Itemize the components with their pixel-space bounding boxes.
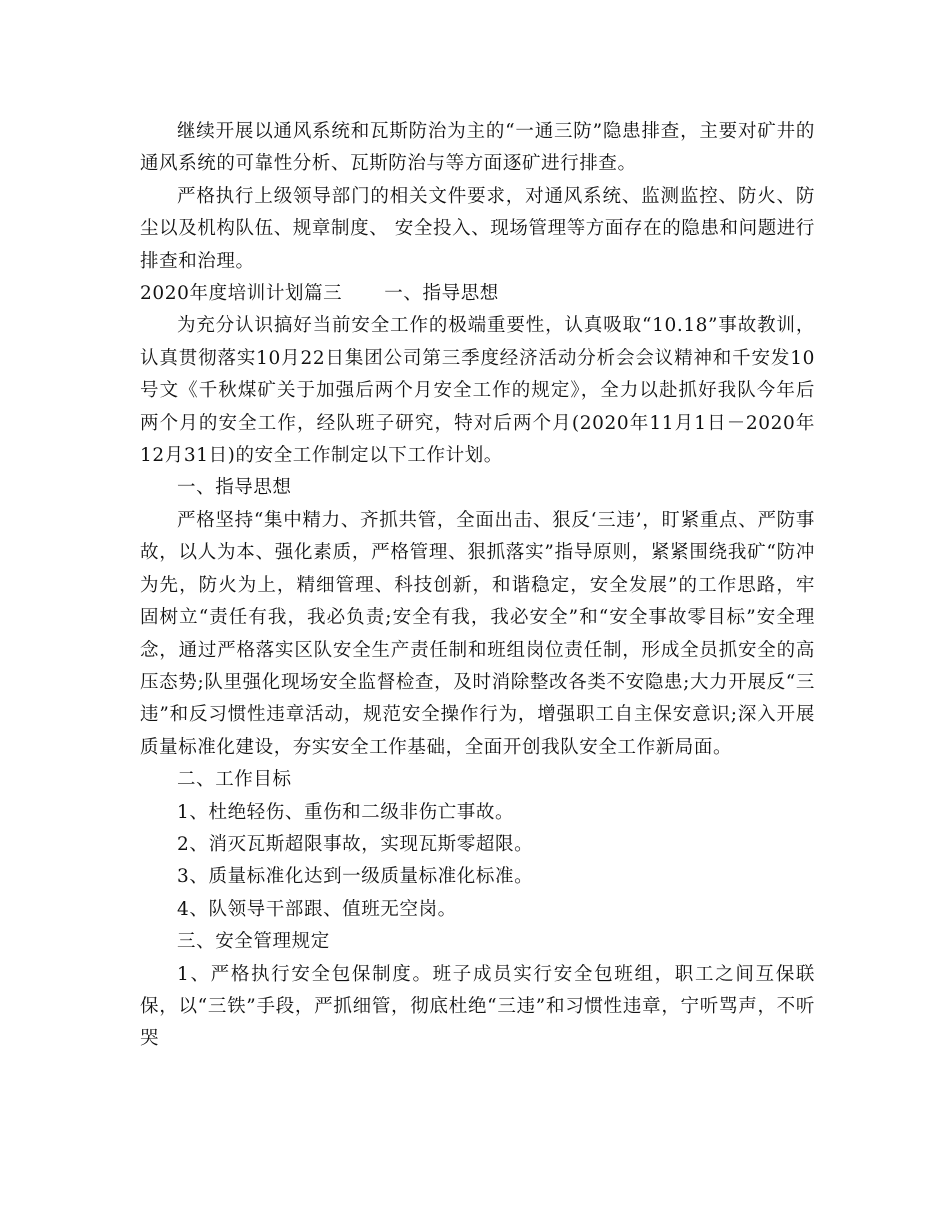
heading-work-goals: 二、工作目标 (177, 769, 292, 791)
plan-title: 2020年度培训计划篇三 (140, 283, 343, 305)
section-heading-line (140, 278, 815, 310)
paragraph-guiding-principle: 严格坚持“集中精力、齐抓共管，全面出击、狠反‘三违’，盯紧重点、严防事故，以人为本、强化素质，严格管理、狠抓落实”指导原则，紧紧围绕我矿“防冲为先，防火为上，精细管理、科技创新，和谐稳定，安全发展”的工作思路，牢固树立“责任有我，我必负责;安全有我，我必安全”和“安全事故零目标”安全理念，通过严格落实区队安全生产责任制和班组岗位责任制，形成全员抓安全的高压态势;队里强化现场安全监督检查，及时消除整改各类不安隐患;大力开展反“三违”和反习惯性违章活动，规范安全操作行为，增强职工自主保安意识;深入开展质量标准化建设，夯实安全工作基础，全面开创我队安全工作新局面。 (140, 509, 815, 758)
heading-safety-rules: 三、安全管理规定 (177, 931, 330, 953)
guiding-thought-heading-inline: 一、指导思想 (384, 283, 499, 305)
paragraph-implementation: 严格执行上级领导部门的相关文件要求，对通风系统、监测监控、防火、防尘以及机构队伍、规章制度、 安全投入、现场管理等方面存在的隐患和问题进行排查和治理。 (140, 185, 815, 272)
goal-item-1: 1、杜绝轻伤、重伤和二级非伤亡事故。 (177, 801, 515, 823)
rule-item-1: 1、严格执行安全包保制度。班子成员实行安全包班组，职工之间互保联保，以“三铁”手段，严抓细管，彻底杜绝“三违”和习惯性违章，宁听骂声，不听哭 (140, 963, 815, 1050)
goal-item-3: 3、质量标准化达到一级质量标准化标准。 (177, 866, 534, 888)
goal-item-2: 2、消灭瓦斯超限事故，实现瓦斯零超限。 (177, 833, 534, 855)
goal-item-4: 4、队领导干部跟、值班无空岗。 (177, 898, 457, 920)
paragraph-ventilation-check: 继续开展以通风系统和瓦斯防治为主的“一通三防”隐患排查，主要对矿井的通风系统的可靠性分析、瓦斯防治与等方面逐矿进行排查。 (140, 121, 815, 175)
heading-guiding-thought: 一、指导思想 (177, 477, 292, 499)
document-body (140, 116, 815, 1056)
paragraph-intro: 为充分认识搞好当前安全工作的极端重要性，认真吸取“10.18”事故教训，认真贯彻落实10月22日集团公司第三季度经济活动分析会会议精神和千安发10号文《千秋煤矿关于加强后两个月安全工作的规定》，全力以赴抓好我队今年后两个月的安全工作，经队班子研究，特对后两个月(2020年11月1日－2020年12月31日)的安全工作制定以下工作计划。 (140, 315, 815, 467)
